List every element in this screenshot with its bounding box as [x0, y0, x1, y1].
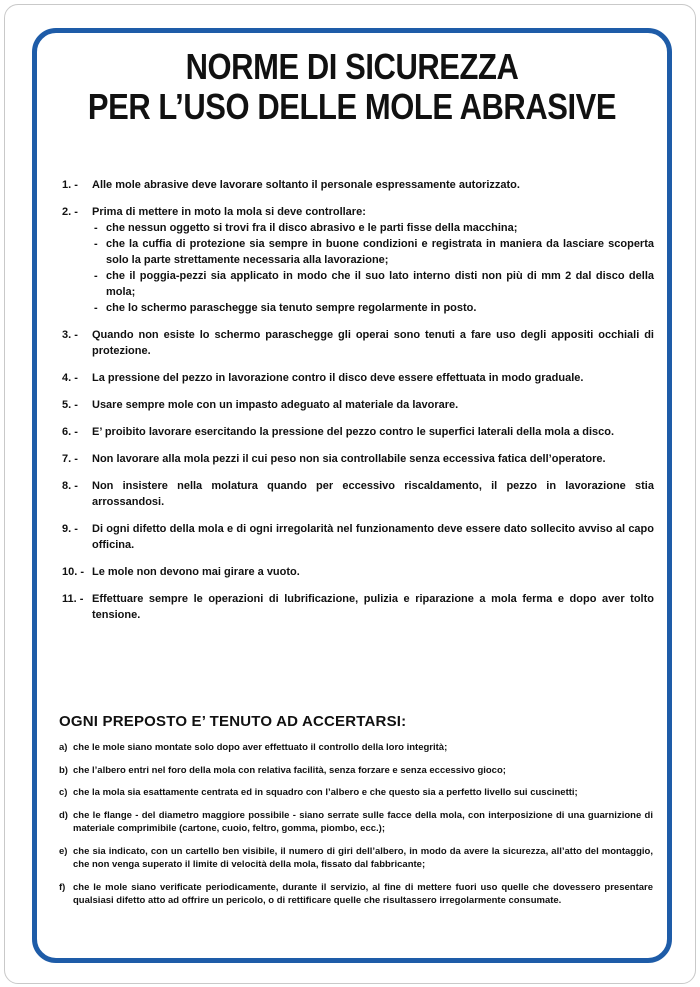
- rule-number: 6. -: [62, 426, 78, 438]
- check-item: [59, 741, 653, 755]
- rule-text: Quando non esiste lo schermo paraschegge gli operai sono tenuti a fare uso degli appositi occhiali di protezione.: [92, 329, 654, 357]
- rule-text: Le mole non devono mai girare a vuoto.: [92, 566, 300, 578]
- rule-subitem: [94, 236, 654, 268]
- check-item: [59, 786, 653, 800]
- rule-number: 1. -: [62, 179, 78, 191]
- rule-text: Alle mole abrasive deve lavorare soltanto il personale espressamente autorizzato.: [92, 179, 520, 191]
- rule-subitem-text: che nessun oggetto si trovi fra il disco abrasivo e le parti fisse della macchina;: [106, 222, 518, 234]
- check-item: [59, 845, 653, 872]
- rule-body: [92, 424, 654, 440]
- check-text: che l’albero entri nel foro della mola con relativa facilità, senza forzare e senza eccessivo gioco;: [73, 764, 506, 776]
- rule-item: [62, 397, 654, 413]
- rule-text: Non lavorare alla mola pezzi il cui peso non sia controllabile senza eccessiva fatica dell’operatore.: [92, 453, 606, 465]
- rule-subitem: [94, 300, 654, 316]
- rule-body: [92, 591, 654, 623]
- rule-item: [62, 424, 654, 440]
- check-letter: b): [59, 764, 68, 776]
- rule-number: 11. -: [62, 593, 84, 605]
- check-item: [59, 764, 653, 778]
- sign-title: [81, 47, 623, 127]
- check-item: [59, 881, 653, 908]
- rule-text: Di ogni difetto della mola e di ogni irregolarità nel funzionamento deve essere dato sollecito avviso al capo officina.: [92, 523, 654, 551]
- section-heading: OGNI PREPOSTO E’ TENUTO AD ACCERTARSI:: [59, 713, 407, 730]
- rule-body: [92, 451, 654, 467]
- rule-item: [62, 521, 654, 553]
- bullet-dash: -: [94, 238, 98, 250]
- rule-number: 8. -: [62, 480, 78, 492]
- title-line-1: NORME DI SICUREZZA: [185, 46, 519, 87]
- rule-body: [92, 370, 654, 386]
- rule-item: [62, 177, 654, 193]
- rule-subitem: [94, 220, 654, 236]
- check-text: che le mole siano montate solo dopo aver effettuato il controllo della loro integrità;: [73, 742, 448, 753]
- check-letter: a): [59, 742, 68, 753]
- title-line-2: PER L’USO DELLE MOLE ABRASIVE: [87, 86, 617, 127]
- check-text: che sia indicato, con un cartello ben visibile, il numero di giri dell’albero, in modo da avere la sicurezza, all’atto del montaggio, che non venga superato il limite di velocità della mola, fissato dal fabbricante;: [73, 845, 653, 870]
- rule-body: [92, 521, 654, 553]
- sign-plate: [4, 4, 696, 984]
- rule-item: [62, 591, 654, 623]
- check-letter: e): [59, 845, 68, 857]
- rule-text: Usare sempre mole con un impasto adeguato al materiale da lavorare.: [92, 399, 459, 411]
- rule-item: [62, 370, 654, 386]
- rule-subitem-text: che il poggia-pezzi sia applicato in modo che il suo lato interno disti non più di mm 2 dal disco della mola;: [106, 270, 654, 298]
- rule-text: Effettuare sempre le operazioni di lubrificazione, pulizia e riparazione a mola ferma e dopo aver tolto tensione.: [92, 593, 654, 621]
- rule-item: [62, 204, 654, 316]
- rule-body: [92, 204, 654, 316]
- check-item: [59, 809, 653, 836]
- rule-item: [62, 451, 654, 467]
- check-text: che la mola sia esattamente centrata ed in squadro con l’albero e che questo sia a perfetto livello sui cuscinetti;: [73, 787, 578, 798]
- check-letter: d): [59, 809, 68, 821]
- checks-list: [59, 741, 653, 917]
- rule-subitem: [94, 268, 654, 300]
- check-text: che le flange - del diametro maggiore possibile - siano serrate sulle facce della mola, con interposizione di una guarnizione di materiale comprimibile (cartone, cuoio, feltro, gomma, piombo, ecc.);: [73, 809, 653, 834]
- rule-body: [92, 564, 654, 580]
- rule-item: [62, 478, 654, 510]
- bullet-dash: -: [94, 222, 98, 234]
- rule-text: Non insistere nella molatura quando per eccessivo riscaldamento, il pezzo in lavorazione stia arrossandosi.: [92, 480, 654, 508]
- rule-subitem-text: che lo schermo paraschegge sia tenuto sempre regolarmente in posto.: [106, 302, 477, 314]
- rule-body: [92, 177, 654, 193]
- rules-list: [62, 177, 654, 634]
- check-letter: c): [59, 787, 68, 798]
- check-letter: f): [59, 881, 66, 893]
- rule-text: Prima di mettere in moto la mola si deve controllare:: [92, 206, 366, 218]
- rule-text: La pressione del pezzo in lavorazione contro il disco deve essere effettuata in modo graduale.: [92, 372, 584, 384]
- rule-number: 9. -: [62, 523, 78, 535]
- rule-number: 10. -: [62, 566, 85, 578]
- rule-text: E’ proibito lavorare esercitando la pressione del pezzo contro le superfici laterali della mola a disco.: [92, 426, 615, 438]
- bullet-dash: -: [94, 302, 98, 314]
- check-text: che le mole siano verificate periodicamente, durante il servizio, al fine di mettere fuori uso quelle che dovessero presentare qualsiasi difetto atto ad offrire un pericolo, o di rettificare quelle che risultassero irregolarmente consumate.: [73, 881, 653, 906]
- rule-number: 3. -: [62, 329, 78, 341]
- bullet-dash: -: [94, 270, 98, 282]
- rule-subitem-text: che la cuffia di protezione sia sempre in buone condizioni e registrata in maniera da lasciare scoperta solo la parte strettamente necessaria alla lavorazione;: [106, 238, 654, 266]
- rule-number: 2. -: [62, 206, 78, 218]
- rule-body: [92, 478, 654, 510]
- rule-body: [92, 397, 654, 413]
- rule-item: [62, 327, 654, 359]
- rule-number: 7. -: [62, 453, 78, 465]
- rule-number: 4. -: [62, 372, 78, 384]
- rule-body: [92, 327, 654, 359]
- rule-item: [62, 564, 654, 580]
- rule-number: 5. -: [62, 399, 78, 411]
